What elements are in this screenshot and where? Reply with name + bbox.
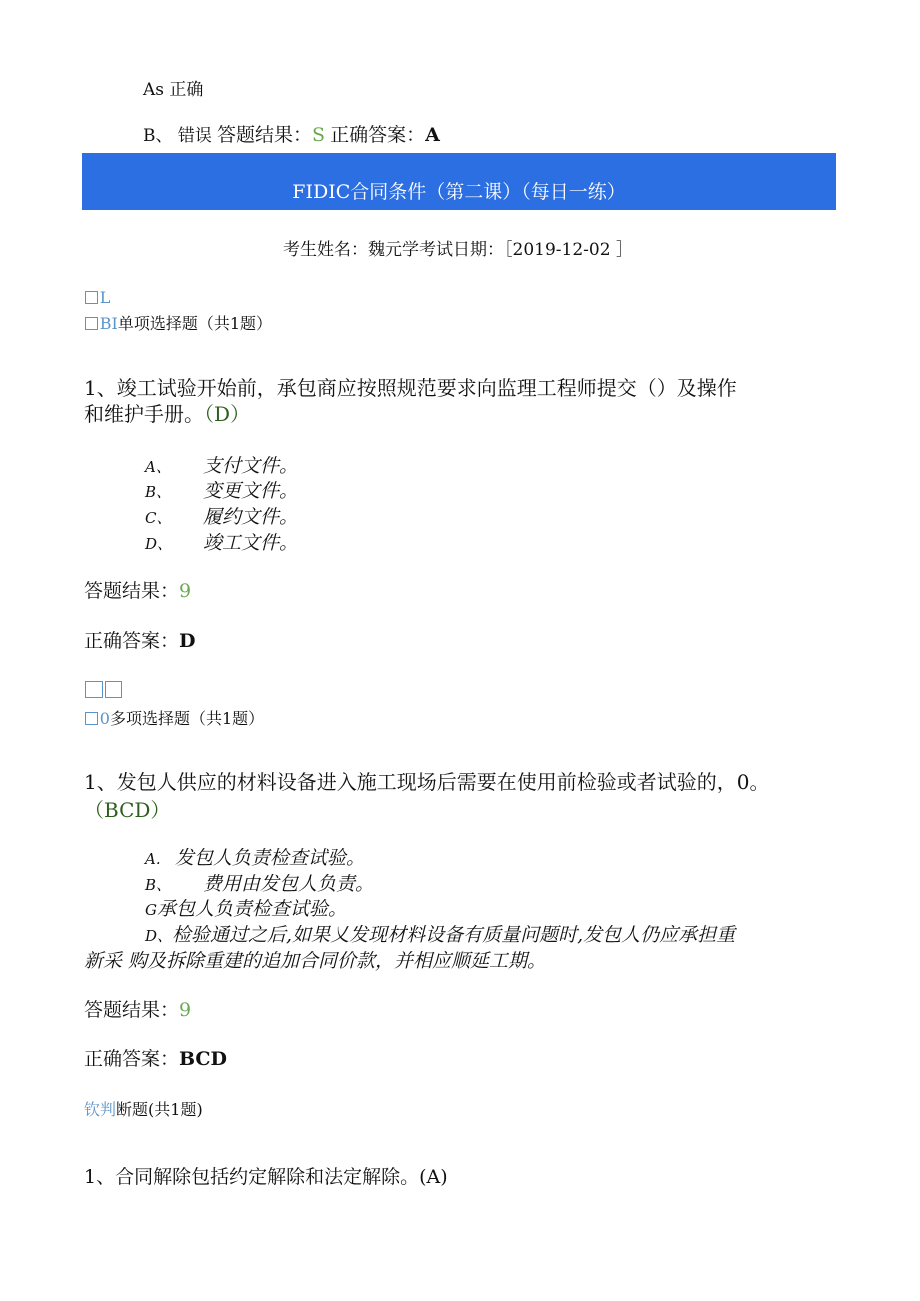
option-d: D、 竣工文件。 bbox=[145, 532, 299, 554]
section3-heading: 钦判断题(共1题) bbox=[84, 1100, 203, 1119]
option-b: B、 变更文件。 bbox=[145, 480, 299, 502]
section1-answer: 正确答案：D bbox=[84, 630, 196, 652]
prev-option-a: As 正确 bbox=[143, 80, 204, 100]
section2-heading: 0多项选择题（共1题） bbox=[85, 711, 264, 727]
answer-label: 正确答案： bbox=[330, 124, 426, 146]
result-value: S bbox=[312, 124, 326, 146]
result-label: 答题结果： bbox=[217, 124, 313, 146]
answer-value: A bbox=[425, 124, 440, 146]
option-c: G承包人负责检查试验。 bbox=[145, 898, 347, 920]
page-title: FIDIC合同条件（第二课）（每日一练） bbox=[292, 181, 626, 203]
checkbox-icon bbox=[105, 681, 123, 699]
checkbox-icon bbox=[85, 681, 103, 699]
option-d-continued: 新采 购及拆除重建的追加合同价款，并相应顺延工期。 bbox=[84, 950, 547, 972]
question-1-answer: （D） bbox=[204, 402, 251, 426]
section2-result: 答题结果：9 bbox=[84, 999, 192, 1021]
title-banner bbox=[82, 153, 836, 210]
question-2-answer: （BCD） bbox=[84, 798, 171, 822]
question-3-text: 1、合同解除包括约定解除和法定解除。(A) bbox=[84, 1166, 448, 1188]
option-b: B、 费用由发包人负责。 bbox=[145, 873, 375, 895]
question-1-text-cont: 和维护手册。（D） bbox=[84, 402, 251, 426]
exam-info: 考生姓名：魏元学考试日期：［2019-12-02 ］ bbox=[283, 240, 633, 260]
section2-answer: 正确答案：BCD bbox=[84, 1048, 228, 1070]
checkbox-icon bbox=[85, 317, 98, 330]
section1-heading: BI单项选择题（共1题） bbox=[85, 316, 272, 332]
question-1-text: 1、竣工试验开始前，承包商应按照规范要求向监理工程师提交（）及操作 bbox=[84, 376, 737, 400]
option-d: D、检验通过之后,如果乂发现材料设备有质量问题时,发包人仍应承担重 bbox=[145, 924, 736, 946]
option-c: C、 履约文件。 bbox=[145, 506, 299, 528]
checkbox-icon bbox=[85, 712, 98, 725]
checkbox-icon bbox=[85, 291, 98, 304]
prev-option-b: B、 错误 bbox=[143, 126, 212, 146]
question-2-text: 1、发包人供应的材料设备进入施工现场后需要在使用前检验或者试验的，0。 bbox=[84, 770, 770, 794]
option-a: A、 支付文件。 bbox=[145, 455, 299, 477]
option-a: A. 发包人负责检查试验。 bbox=[145, 847, 366, 869]
section2-marker-top bbox=[85, 680, 124, 702]
prev-result-line bbox=[143, 126, 440, 145]
section1-result: 答题结果：9 bbox=[84, 580, 192, 602]
section1-marker-top: L bbox=[85, 290, 110, 306]
